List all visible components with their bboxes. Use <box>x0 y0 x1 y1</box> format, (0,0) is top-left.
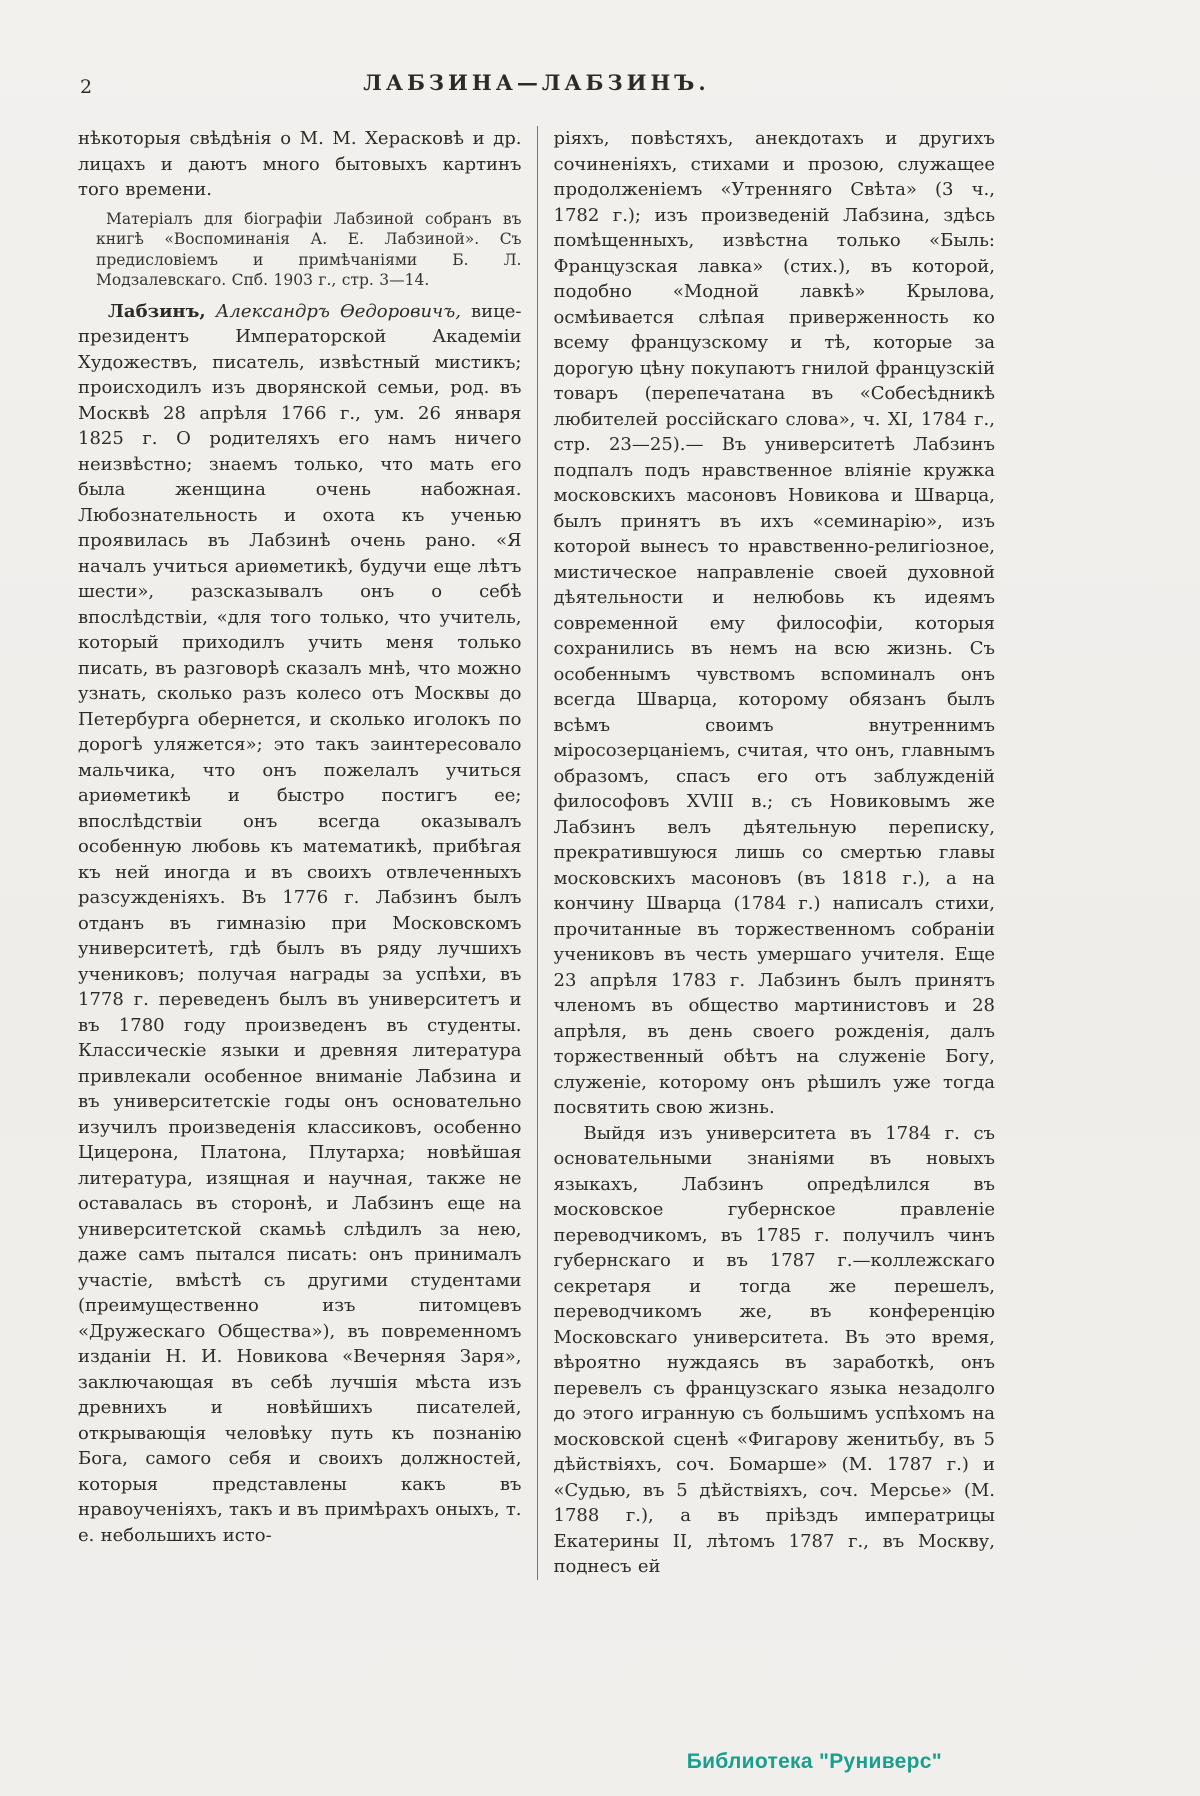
entry-body-text: вице-президентъ Императорской Академіи Художествъ, писатель, извѣстный мистикъ; происходилъ изъ дворянской семьи, род. въ Москвѣ 28 апрѣля 1766 г., ум. 26 января 1825 г. О родителяхъ его намъ ничего неизвѣстно; знаемъ только, что мать его была женщина очень набожная. Любознательность и охота къ ученью проявилась въ Лабзинѣ очень рано. «Я началъ учиться ариѳметикѣ, будучи еще лѣтъ шести», разсказывалъ онъ о себѣ впослѣдствіи, «для того только, что учитель, который приходилъ учить меня только писать, въ разговорѣ сказалъ мнѣ, что можно узнать, сколько разъ колесо отъ Москвы до Петербурга обернется, и сколько иголокъ по дорогѣ уляжется»; это такъ заинтересовало мальчика, что онъ пожелалъ учиться ариѳметикѣ и быстро постигъ ее; впослѣдствіи онъ всегда оказывалъ особенную любовь къ математикѣ, прибѣгая къ ней иногда и въ своихъ отвлеченныхъ разсужденіяхъ. Въ 1776 г. Лабзинъ былъ отданъ въ гимназію при Московскомъ университетѣ, гдѣ былъ въ ряду лучшихъ учениковъ; получая награды за успѣхи, въ 1778 г. переведенъ былъ въ университетъ и въ 1780 году произведенъ въ студенты. Классическіе языки и древняя литература привлекали особенное вниманіе Лабзина и въ университетскіе годы онъ основательно изучилъ произведенія классиковъ, особенно Цицерона, Платона, Плутарха; новѣйшая литература, изящная и научная, также не оставалась въ сторонѣ, и Лабзинъ еще на университетской скамьѣ слѣдилъ за нею, даже самъ пытался писать: онъ принималъ участіе, вмѣстѣ съ другими студентами (преимущественно изъ питомцевъ «Дружескаго Общества»), въ повременномъ изданіи Н. И. Новикова «Вечерняя Заря», заключающая въ себѣ лучшія мѣста изъ древнихъ и новѣйшихъ писателей, открывающія человѣку путь къ познанію Бога, самого себя и своихъ должностей, которыя представлены какъ въ нравоученіяхъ, такъ и въ примѣрахъ оныхъ, т. е. небольшихъ исто- <box>78 300 522 1546</box>
page-number: 2 <box>80 76 93 98</box>
running-title: ЛАБЗИНА—ЛАБЗИНЪ. <box>363 70 710 95</box>
entry-given-names: Александръ Ѳедоровичъ, <box>215 300 461 322</box>
page-header <box>78 70 995 104</box>
two-column-text-block <box>78 126 995 1580</box>
runivers-library-watermark: Библиотека "Руниверс" <box>686 1750 942 1773</box>
continuation-paragraph: нѣкоторыя свѣдѣнія о М. М. Херасковѣ и др. лицахъ и даютъ много бытовыхъ картинъ того времени. <box>78 128 522 200</box>
left-column <box>78 126 537 1580</box>
article-paragraph: Выйдя изъ университета въ 1784 г. съ основательными знаніями въ новыхъ языкахъ, Лабзинъ опредѣлился въ московское губернское правленіе переводчикомъ, въ 1785 г. получилъ чинъ губернскаго и въ 1787 г.—коллежскаго секретаря и тогда же перешелъ, переводчикомъ же, въ конференцію Московскаго университета. Въ это время, вѣроятно нуждаясь въ заработкѣ, онъ перевелъ съ французскаго языка незадолго до этого игранную съ большимъ успѣхомъ на московской сценѣ «Фигарову женитьбу, въ 5 дѣйствіяхъ, соч. Бомарше» (М. 1787 г.) и «Судью, въ 5 дѣйствіяхъ, соч. Мерсье» (М. 1788 г.), а въ пріѣздъ императрицы Екатерины II, лѣтомъ 1787 г., въ Москву, поднесъ ей <box>553 1122 995 1577</box>
entry-surname: Лабзинъ, <box>108 300 206 322</box>
bibliography-note: Матеріалъ для біографіи Лабзиной собранъ въ книгѣ «Воспоминанія А. Е. Лабзиной». Съ предисловіемъ и примѣчаніями Б. Л. Модзалевскаго. Спб. 1903 г., стр. 3—14. <box>96 209 522 289</box>
right-column <box>537 126 996 1580</box>
continuation-paragraph: ріяхъ, повѣстяхъ, анекдотахъ и другихъ сочиненіяхъ, стихами и прозою, служащее продолженіемъ «Утренняго Свѣта» (3 ч., 1782 г.); изъ произведеній Лабзина, здѣсь помѣщенныхъ, извѣстна только «Быль: Французская лавка» (стих.), въ которой, подобно «Модной лавкѣ» Крылова, осмѣивается слѣпая приверженность ко всему французскому и тѣ, которые за дорогую цѣну покупаютъ гнилой французскій товаръ (перепечатана въ «Собесѣдникѣ любителей россійскаго слова», ч. XI, 1784 г., стр. 23—25).— Въ университетѣ Лабзинъ подпалъ подъ нравственное вліяніе кружка московскихъ масоновъ Новикова и Шварца, былъ принятъ въ ихъ «семинарію», изъ которой вынесъ то нравственно-религіозное, мистическое направленіе своей духовной дѣятельности и нелюбовь къ идеямъ современной ему философіи, которыя сохранились въ немъ на всю жизнь. Съ особеннымъ чувствомъ вспоминалъ онъ всегда Шварца, которому обязанъ былъ всѣмъ своимъ внутреннимъ міросозерцаніемъ, считая, что онъ, главнымъ образомъ, спасъ его отъ заблужденій философовъ XVIII в.; съ Новиковымъ же Лабзинъ велъ дѣятельную переписку, прекратившуюся лишь со смертью главы московскихъ масоновъ (въ 1818 г.), а на кончину Шварца (1784 г.) написалъ стихи, прочитанные въ торжественномъ собраніи учениковъ въ честь умершаго учителя. Еще 23 апрѣля 1783 г. Лабзинъ былъ принятъ членомъ въ общество мартинистовъ и 28 апрѣля, въ день своего рожденія, далъ торжественный обѣтъ на служеніе Богу, служеніе, которому онъ рѣшилъ уже тогда посвятить свою жизнь. <box>553 128 995 1118</box>
article-entry-paragraph <box>78 299 522 1549</box>
